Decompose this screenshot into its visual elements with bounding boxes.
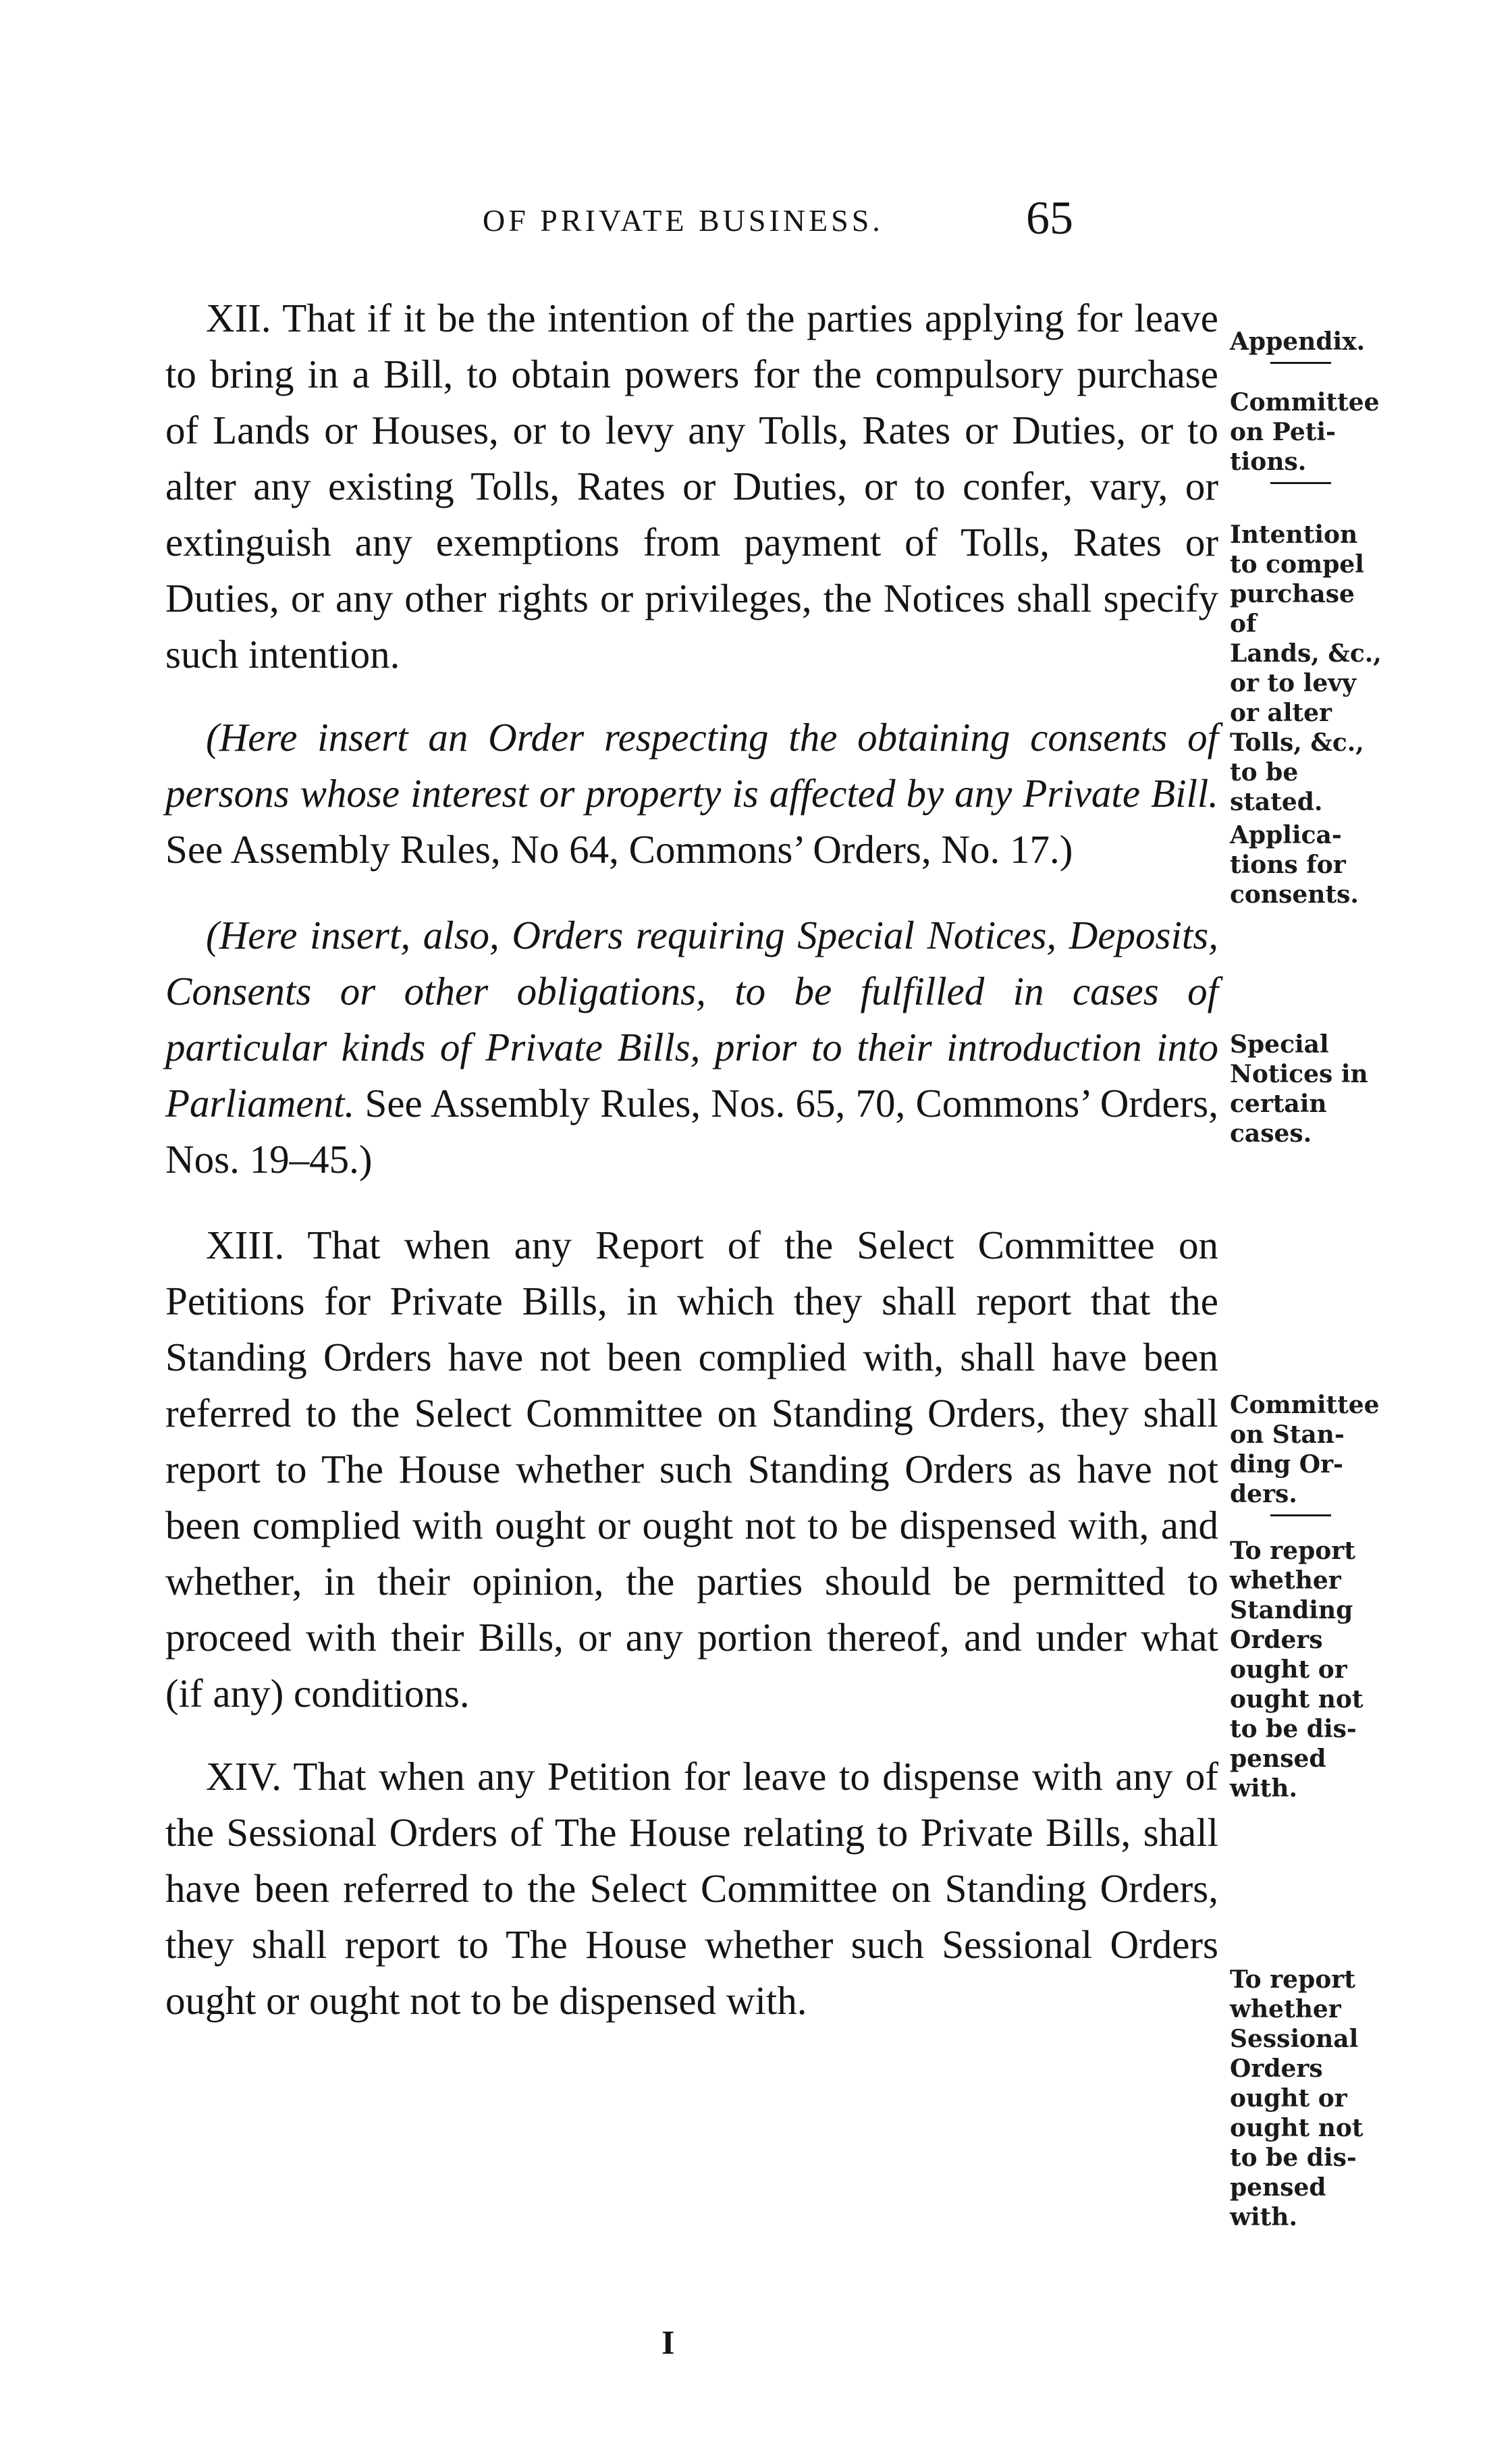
note-consents-reference: See Assembly Rules, No 64, Commons’ Orders, No. 17.)	[165, 827, 1073, 872]
note-special-italic: (Here insert, also, Orders requiring Special Notices, Deposits, Consents or other obligations, to be fulfilled in cases of particular kinds of Private Bills, prior to their introduction into Parliament.	[165, 913, 1218, 1125]
margin-committee-petitions-text: Committee on Peti- tions.	[1230, 388, 1380, 476]
page-header	[165, 192, 1218, 263]
margin-committee-standing-text: Committee on Stan- ding Or- ders.	[1230, 1391, 1380, 1508]
main-text	[165, 290, 1218, 2056]
signature-mark: I	[662, 2323, 675, 2361]
paragraph-xiv: XIV. That when any Petition for leave to dispense with any of the Sessional Orders of The House relating to Private Bills, shall have been referred to the Select Committee on Standing Orders, they shall report to The House whether such Sessional Orders ought or ought not to be dispensed with.	[165, 1754, 1218, 2023]
margin-note-intention: Intention to compel purchase of Lands, &c., or to levy or alter Tolls, &c., to be stated.	[1230, 521, 1382, 816]
note-special-reference: See Assembly Rules, Nos. 65, 70, Commons’ Orders, Nos. 19–45.)	[165, 1081, 1218, 1182]
running-title: OF PRIVATE BUSINESS.	[483, 203, 884, 238]
note-special-notices	[165, 907, 1218, 1188]
paragraph-xii: XII. That if it be the intention of the parties applying for leave to bring in a Bill, to obtain powers for the compulsory purchase of Lands or Houses, or to levy any Tolls, Rates or Duties, or to alter any existing Tolls, Rates or Duties, or to confer, vary, or extinguish any exemptions from payment of Tolls, Rates or Duties, or any other rights or privileges, the Notices shall specify such intention.	[165, 296, 1218, 677]
margin-rule	[1270, 482, 1331, 484]
margin-note-committee-standing	[1230, 1360, 1382, 1551]
margin-note-applications: Applica- tions for consents.	[1230, 821, 1359, 909]
margin-appendix-text: Appendix.	[1230, 327, 1366, 356]
margin-note-special-notices: Special Notices in certain cases.	[1230, 1030, 1368, 1148]
paragraph-xiii: XIII. That when any Report of the Select Committee on Petitions for Private Bills, in which they shall report that the Standing Orders have not been complied with, shall have been referred to the Select Committee on Standing Orders, they shall report to The House whether such Standing Orders as have not been complied with ought or ought not to be dispensed with, and whether, in their opinion, the parties should be permitted to proceed with their Bills, or any portion thereof, and under what (if any) conditions.	[165, 1223, 1218, 1716]
margin-note-committee-petitions	[1230, 358, 1382, 519]
margin-rule	[1270, 1514, 1331, 1516]
note-consents-italic: (Here insert an Order respecting the obtaining consents of persons whose interest or property is affected by any Private Bill.	[165, 715, 1218, 816]
margin-note-to-report-standing: To report whether Standing Orders ought or ought not to be dis- pensed with.	[1230, 1537, 1364, 1803]
page-number: 65	[1026, 192, 1073, 244]
note-consents	[165, 710, 1218, 878]
margin-note-to-report-sessional: To report whether Sessional Orders ought or ought not to be dis- pensed with.	[1230, 1965, 1364, 2231]
